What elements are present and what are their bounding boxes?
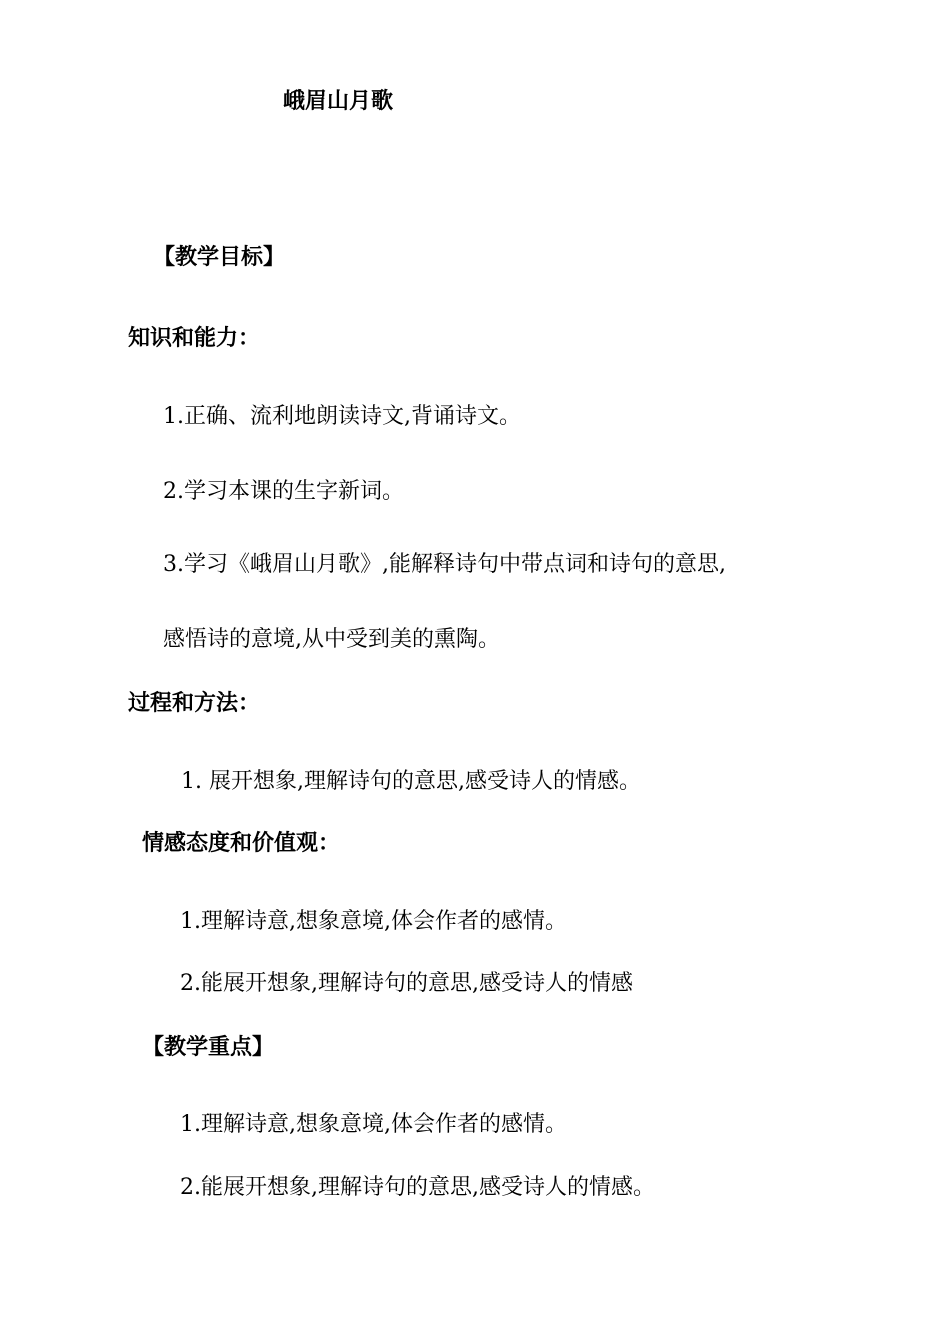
section-heading-teaching-focus: 【教学重点】 <box>142 1035 275 1060</box>
knowledge-item-1: 1.正确、流利地朗读诗文,背诵诗文。 <box>163 404 521 429</box>
focus-item-2: 2.能展开想象,理解诗句的意思,感受诗人的情感。 <box>180 1175 655 1200</box>
knowledge-item-3: 3.学习《峨眉山月歌》,能解释诗句中带点词和诗句的意思, <box>163 552 726 577</box>
knowledge-item-2: 2.学习本课的生字新词。 <box>163 479 404 504</box>
process-method-heading: 过程和方法： <box>128 691 261 716</box>
emotion-item-1: 1.理解诗意,想象意境,体会作者的感情。 <box>180 909 567 934</box>
process-item-1: 1. 展开想象,理解诗句的意思,感受诗人的情感。 <box>181 769 641 794</box>
focus-item-1: 1.理解诗意,想象意境,体会作者的感情。 <box>180 1112 567 1137</box>
emotion-values-heading: 情感态度和价值观： <box>142 831 341 856</box>
section-heading-teaching-goals: 【教学目标】 <box>153 245 286 270</box>
knowledge-item-3-continued: 感悟诗的意境,从中受到美的熏陶。 <box>163 627 500 652</box>
knowledge-ability-heading: 知识和能力： <box>128 326 261 351</box>
emotion-item-2: 2.能展开想象,理解诗句的意思,感受诗人的情感 <box>180 971 633 996</box>
document-title: 峨眉山月歌 <box>283 89 394 114</box>
